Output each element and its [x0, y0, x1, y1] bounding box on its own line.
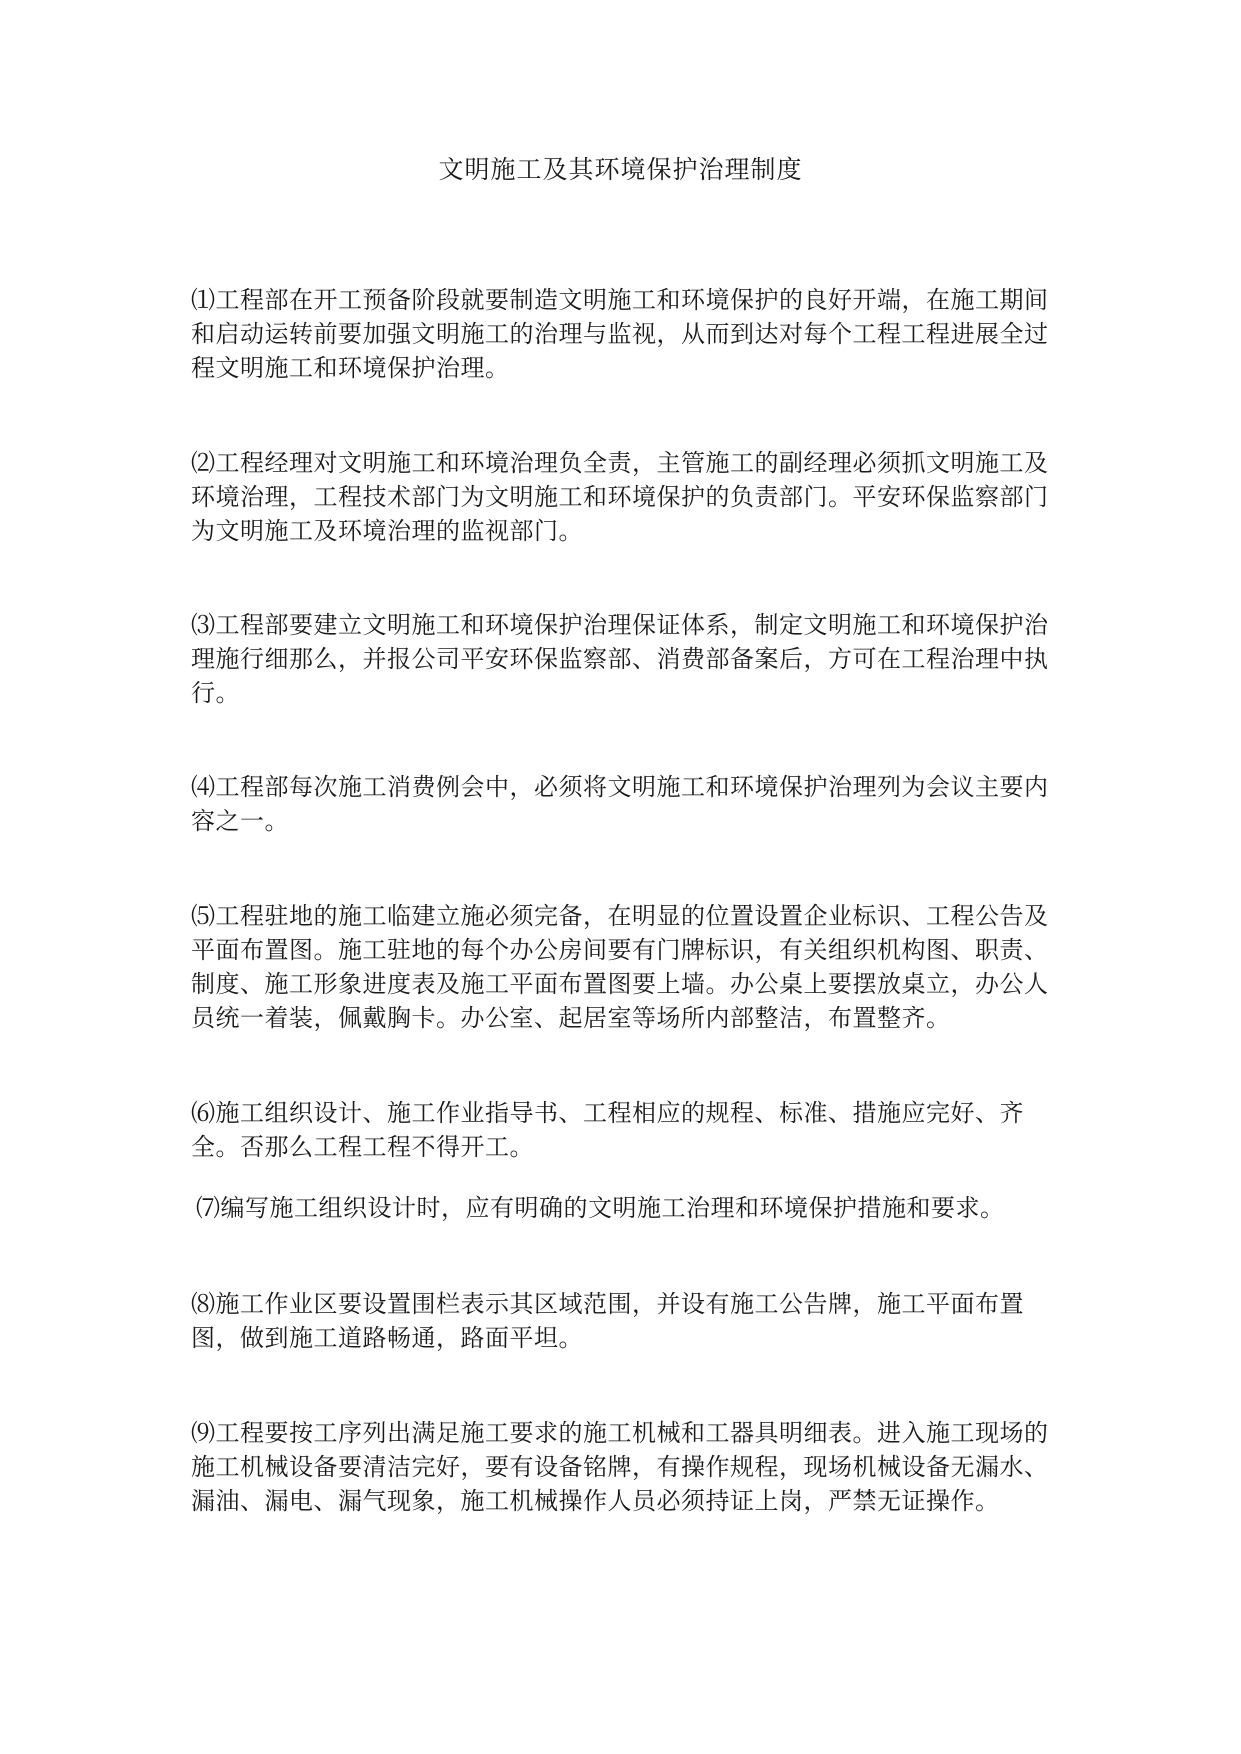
paragraph-4: ⑷工程部每次施工消费例会中，必须将文明施工和环境保护治理列为会议主要内容之一。 — [191, 773, 1049, 835]
paragraph-6: ⑹施工组织设计、施工作业指导书、工程相应的规程、标准、措施应完好、齐全。否那么工程工程不得开工。 — [191, 1099, 1024, 1161]
paragraph-3: ⑶工程部要建立文明施工和环境保护治理保证体系，制定文明施工和环境保护治理施行细那么，并报公司平安环保监察部、消费部备案后，方可在工程治理中执行。 — [191, 611, 1049, 707]
paragraph-7: ⑺编写施工组织设计时，应有明确的文明施工治理和环境保护措施和要求。 — [196, 1194, 1005, 1222]
paragraph-9: ⑼工程要按工序列出满足施工要求的施工机械和工器具明细表。进入施工现场的施工机械设备要清洁完好，要有设备铭牌，有操作规程，现场机械设备无漏水、漏油、漏电、漏气现象，施工机械操作人员必须持证上岗，严禁无证操作。 — [191, 1419, 1049, 1515]
paragraph-2: ⑵工程经理对文明施工和环境治理负全责，主管施工的副经理必须抓文明施工及环境治理，工程技术部门为文明施工和环境保护的负责部门。平安环保监察部门为文明施工及环境治理的监视部门。 — [191, 449, 1049, 545]
paragraph-8: ⑻施工作业区要设置围栏表示其区域范围，并设有施工公告牌，施工平面布置图，做到施工道路畅通，路面平坦。 — [191, 1290, 1024, 1352]
paragraph-5: ⑸工程驻地的施工临建立施必须完备，在明显的位置设置企业标识、工程公告及平面布置图。施工驻地的每个办公房间要有门牌标识，有关组织机构图、职责、制度、施工形象进度表及施工平面布置图要上墙。办公桌上要摆放桌立，办公人员统一着装，佩戴胸卡。办公室、起居室等场所内部整洁，布置整齐。 — [191, 902, 1049, 1032]
paragraph-1: ⑴工程部在开工预备阶段就要制造文明施工和环境保护的良好开端，在施工期间和启动运转前要加强文明施工的治理与监视，从而到达对每个工程工程进展全过程文明施工和环境保护治理。 — [191, 286, 1049, 382]
document-title: 文明施工及其环境保护治理制度 — [438, 155, 803, 184]
